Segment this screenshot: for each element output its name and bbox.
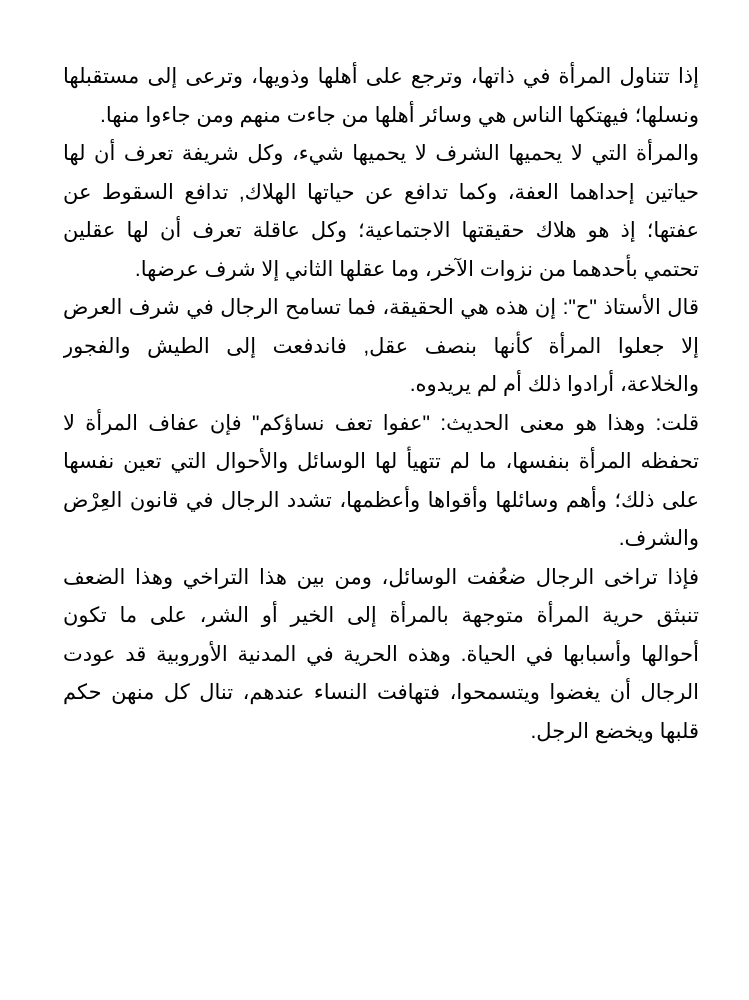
paragraph	[63, 135, 699, 289]
text-line: والخلاعة، أرادوا ذلك أم لم يريدوه.	[409, 373, 699, 396]
text-line: قلت: وهذا هو معنى الحديث: "عفوا تعف نساؤكم" فإن عفاف المرأة لا	[63, 411, 699, 435]
text-line: والشرف.	[618, 527, 699, 550]
paragraph	[63, 289, 699, 405]
text-line: عفتها؛ إذ هو هلاك حقيقتها الاجتماعية؛ وكل عاقلة تعرف أن لها عقلين	[63, 219, 699, 242]
text-line: تحتمي بأحدهما من نزوات الآخر، وما عقلها الثاني إلا شرف عرضها.	[134, 257, 699, 281]
text-line: فإذا تراخى الرجال ضعُفت الوسائل، ومن بين هذا التراخي وهذا الضعف	[63, 565, 699, 589]
paragraph	[63, 559, 699, 752]
text-line: تنبثق حرية المرأة متوجهة بالمرأة إلى الخير أو الشر، على ما تكون	[63, 604, 699, 627]
text-line: الرجال أن يغضوا ويتسمحوا، فتهافت النساء عندهم، تنال كل منهن حكم	[63, 681, 699, 704]
paragraph	[63, 405, 699, 559]
text-line: إذا تتناول المرأة في ذاتها، وترجع على أهلها وذويها، وترعى إلى مستقبلها	[63, 65, 699, 88]
text-line: قال الأستاذ "ح": إن هذه هي الحقيقة، فما تسامح الرجال في شرف العرض	[63, 296, 699, 319]
text-line: قلبها ويخضع الرجل.	[530, 719, 699, 743]
document-page	[63, 58, 699, 751]
text-line: حياتين إحداهما العفة، وكما تدافع عن حياتها الهلاك, تدافع السقوط عن	[63, 180, 699, 204]
paragraph	[63, 58, 699, 135]
text-line: إلا جعلوا المرأة كأنها بنصف عقل, فاندفعت إلى الطيش والفجور	[63, 334, 699, 358]
text-line: أحوالها وأسبابها في الحياة. وهذه الحرية في المدنية الأوروبية قد عودت	[63, 642, 699, 666]
text-line: تحفظه المرأة بنفسها، ما لم تتهيأ لها الوسائل والأحوال التي تعين نفسها	[63, 450, 699, 473]
text-line: والمرأة التي لا يحميها الشرف لا يحميها شيء، وكل شريفة تعرف أن لها	[63, 142, 699, 165]
text-line: ونسلها؛ فيهتكها الناس هي وسائر أهلها من جاءت منهم ومن جاءوا منها.	[100, 103, 699, 127]
text-line: على ذلك؛ وأهم وسائلها وأقواها وأعظمها، تشدد الرجال في قانون العِرْض	[63, 488, 699, 512]
